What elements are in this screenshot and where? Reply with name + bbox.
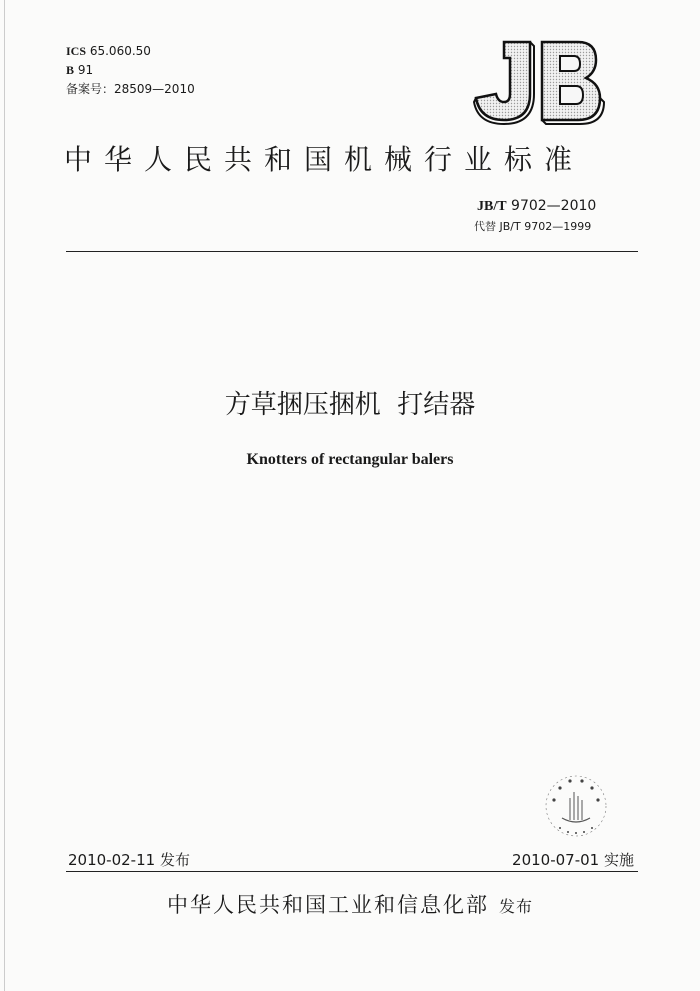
replaces-standard: 代替 JB/T 9702—1999 [474,220,592,233]
standard-number: JB/T 9702—2010 [477,198,597,214]
record-number: 备案号：28509—2010 [66,82,195,96]
jb-logo [468,36,608,126]
ics-code: ICS 65.060.50 [66,44,151,58]
publisher-suffix: 发布 [498,897,533,916]
scan-edge [4,0,5,991]
publish-date: 2010-02-11 发布 [68,851,190,869]
publisher-seal-icon [540,770,612,842]
publisher [0,889,700,919]
classification-code: B 91 [66,63,94,77]
header-divider [66,251,638,252]
issuing-authority-title: 中华人民共和国机械行业标准 [64,143,585,176]
logo-text: JB [468,36,469,37]
implementation-date: 2010-07-01 实施 [512,851,634,869]
document-title-chinese: 方草捆压捆机 打结器 [224,390,476,420]
publisher-name: 中华人民共和国工业和信息化部 [166,893,489,917]
footer-divider [66,871,638,872]
document-title-english: Knotters of rectangular balers [246,451,454,468]
